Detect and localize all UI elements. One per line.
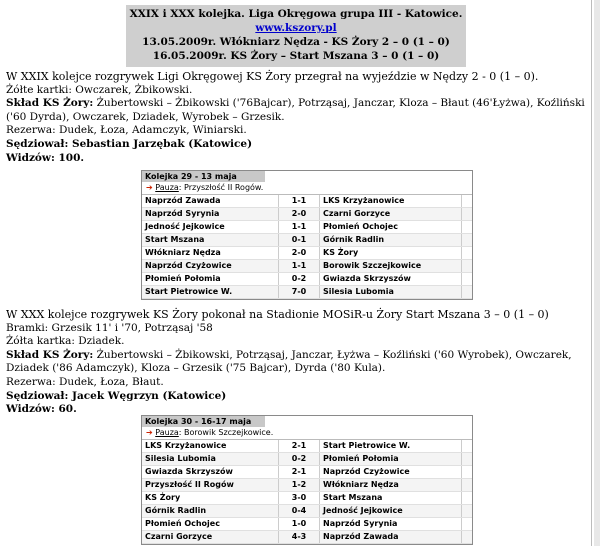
table-row — [142, 273, 472, 286]
match-score: 2-1 — [279, 466, 320, 478]
match-score: 4-3 — [279, 531, 320, 543]
lineup-line — [6, 97, 590, 124]
table-row — [142, 286, 472, 299]
row-spacer — [462, 234, 472, 246]
home-team: Włókniarz Nędza — [142, 247, 279, 259]
table-row — [142, 492, 472, 505]
away-team: Płomień Połomia — [320, 453, 462, 465]
away-team: KS Żory — [320, 247, 462, 259]
match-score: 7-0 — [279, 286, 320, 298]
table-row — [142, 221, 472, 234]
spectators-label: Widzów: — [6, 403, 55, 416]
away-team: Naprzód Zawada — [320, 531, 462, 543]
article-header — [126, 5, 466, 67]
lineup-value: Żubertowski – Żbikowski, Potrząsaj, Janczar, Łyżwa – Koźliński ('60 Wyrobek), Owczarek, Dziadek ('86 Adamczyk), Kloza – Grzesik ('75 Bajcar), Dyrda ('80 Kula). — [6, 348, 572, 375]
home-team: LKS Krzyżanowice — [142, 440, 279, 452]
table-heading: Kolejka 30 - 16-17 maja — [142, 416, 265, 427]
page-border — [591, 0, 592, 546]
table-row — [142, 505, 472, 518]
row-spacer — [462, 273, 472, 285]
away-team: Jedność Jejkowice — [320, 505, 462, 517]
home-team: Jedność Jejkowice — [142, 221, 279, 233]
yellow-cards-label: Żółta kartka: — [6, 335, 75, 348]
arrow-right-icon: ➔ — [146, 183, 153, 192]
match-score: 2-1 — [279, 440, 320, 452]
table-heading: Kolejka 29 - 13 maja — [142, 171, 265, 182]
spectators-line — [6, 152, 590, 166]
referee-line — [6, 390, 590, 404]
reserve-label: Rezerwa: — [6, 375, 56, 388]
table-row — [142, 518, 472, 531]
row-spacer — [462, 247, 472, 259]
home-team: Gwiazda Skrzyszów — [142, 466, 279, 478]
goals-line — [6, 322, 590, 336]
table-row — [142, 234, 472, 247]
spectators-value: 100. — [54, 151, 85, 164]
reserve-value: Dudek, Łoza, Błaut. — [55, 375, 164, 388]
away-team: Gwiazda Skrzyszów — [320, 273, 462, 285]
home-team: Naprzód Zawada — [142, 195, 279, 207]
yellow-cards-label: Żółte kartki: — [6, 83, 72, 96]
away-team: LKS Krzyżanowice — [320, 195, 462, 207]
match-score: 1-1 — [279, 221, 320, 233]
table-row — [142, 195, 472, 208]
match-report-1 — [6, 70, 590, 165]
away-team: Silesia Lubomia — [320, 286, 462, 298]
home-team: Przyszłość II Rogów — [142, 479, 279, 491]
row-spacer — [462, 518, 472, 530]
article-title: XXIX i XXX kolejka. Liga Okręgowa grupa III - Katowice. — [129, 8, 463, 20]
results-table-30 — [141, 415, 473, 545]
match-score: 0-4 — [279, 505, 320, 517]
table-row — [142, 479, 472, 492]
home-team: KS Żory — [142, 492, 279, 504]
row-spacer — [462, 440, 472, 452]
match-score: 0-2 — [279, 453, 320, 465]
away-team: Borowik Szczejkowice — [320, 260, 462, 272]
table-row — [142, 260, 472, 273]
pauza-label[interactable]: Pauza — [155, 183, 179, 192]
pauza-team: : Przyszłość II Rogów. — [178, 183, 264, 192]
home-team: Silesia Lubomia — [142, 453, 279, 465]
row-spacer — [462, 479, 472, 491]
arrow-right-icon: ➔ — [146, 428, 153, 437]
away-team: Płomień Ochojec — [320, 221, 462, 233]
match-score: 0-1 — [279, 234, 320, 246]
lineup-label: Skład KS Żory: — [6, 348, 94, 361]
table-row — [142, 208, 472, 221]
home-team: Naprzód Czyżowice — [142, 260, 279, 272]
match-result-1: 13.05.2009r. Włókniarz Nędza - KS Żory 2 – 0 (1 – 0) — [142, 36, 450, 48]
away-team: Górnik Radlin — [320, 234, 462, 246]
away-team: Naprzód Czyżowice — [320, 466, 462, 478]
yellow-cards-line — [6, 335, 590, 349]
home-team: Naprzód Syrynia — [142, 208, 279, 220]
row-spacer — [462, 221, 472, 233]
table-row — [142, 531, 472, 544]
match-score: 2-0 — [279, 247, 320, 259]
away-team: Start Mszana — [320, 492, 462, 504]
row-spacer — [462, 492, 472, 504]
pauza-label[interactable]: Pauza — [155, 428, 179, 437]
referee-value: Sebastian Jarzębak (Katowice) — [68, 137, 253, 150]
row-spacer — [462, 466, 472, 478]
table-row — [142, 466, 472, 479]
referee-line — [6, 138, 590, 152]
spectators-label: Widzów: — [6, 151, 55, 164]
row-spacer — [462, 531, 472, 543]
scrollbar-track[interactable] — [594, 0, 600, 546]
referee-label: Sędziował: — [6, 389, 69, 402]
pauza-row — [142, 427, 472, 440]
row-spacer — [462, 208, 472, 220]
lineup-line — [6, 349, 590, 376]
match-score: 0-2 — [279, 273, 320, 285]
row-spacer — [462, 260, 472, 272]
home-team: Płomień Ochojec — [142, 518, 279, 530]
table-row — [142, 453, 472, 466]
site-link[interactable]: www.kszory.pl — [255, 22, 337, 34]
match-score: 1-1 — [279, 260, 320, 272]
home-team: Start Mszana — [142, 234, 279, 246]
match-score: 1-0 — [279, 518, 320, 530]
away-team: Czarni Gorzyce — [320, 208, 462, 220]
goals-value: Grzesik 11' i '70, Potrząsaj '58 — [48, 321, 213, 334]
pauza-team: : Borowik Szczejkowice. — [178, 428, 274, 437]
row-spacer — [462, 195, 472, 207]
row-spacer — [462, 453, 472, 465]
away-team: Naprzód Syrynia — [320, 518, 462, 530]
lineup-value: Żubertowski – Żbikowski ('76Bajcar), Potrząsaj, Janczar, Kloza – Błaut (46'Łyżwa), Koźliński ('60 Dyrda), Owczarek, Dziadek, Wyrobek – Grzesik. — [6, 97, 585, 123]
home-team: Górnik Radlin — [142, 505, 279, 517]
yellow-cards-value: Owczarek, Żbikowski. — [71, 83, 193, 96]
home-team: Start Pietrowice W. — [142, 286, 279, 298]
match-score: 3-0 — [279, 492, 320, 504]
referee-value: Jacek Węgrzyn (Katowice) — [68, 389, 227, 402]
match-score: 1-2 — [279, 479, 320, 491]
goals-label: Bramki: — [6, 321, 49, 334]
pauza-row — [142, 182, 472, 195]
match-score: 2-0 — [279, 208, 320, 220]
away-team: Start Pietrowice W. — [320, 440, 462, 452]
home-team: Czarni Gorzyce — [142, 531, 279, 543]
report-intro: W XXX kolejce rozgrywek KS Żory pokonał na Stadionie MOSiR-u Żory Start Mszana 3 – 0 (1 – 0) — [6, 308, 549, 321]
away-team: Włókniarz Nędza — [320, 479, 462, 491]
reserve-label: Rezerwa: — [6, 124, 56, 137]
results-table-29 — [141, 170, 473, 300]
reserve-line — [6, 124, 590, 138]
yellow-cards-value: Dziadek. — [74, 335, 125, 348]
reserve-line — [6, 376, 590, 390]
match-score: 1-1 — [279, 195, 320, 207]
row-spacer — [462, 505, 472, 517]
referee-label: Sędziował: — [6, 137, 69, 150]
report-intro: W XXIX kolejce rozgrywek Ligi Okręgowej KS Żory przegrał na wyjeździe w Nędzy 2 - 0 (1 – 0). — [6, 70, 539, 83]
match-report-2 — [6, 308, 590, 417]
yellow-cards-line — [6, 84, 590, 98]
match-result-2: 16.05.2009r. KS Żory – Start Mszana 3 – 0 (1 – 0) — [152, 50, 440, 62]
home-team: Płomień Połomia — [142, 273, 279, 285]
lineup-label: Skład KS Żory: — [6, 97, 94, 110]
table-row — [142, 440, 472, 453]
row-spacer — [462, 286, 472, 298]
reserve-value: Dudek, Łoza, Adamczyk, Winiarski. — [55, 124, 247, 137]
spectators-value: 60. — [54, 403, 77, 416]
table-row — [142, 247, 472, 260]
